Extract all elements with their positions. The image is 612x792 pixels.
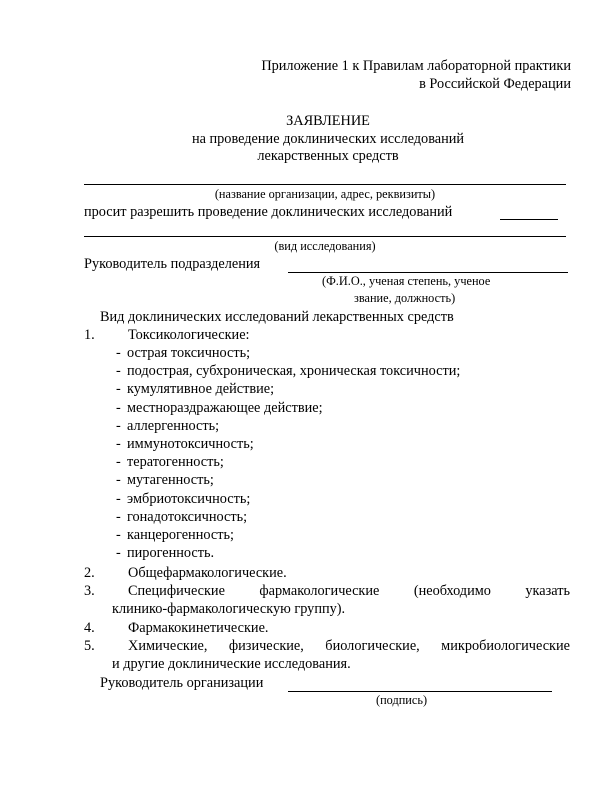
request-field-line[interactable]	[500, 219, 558, 220]
study-types-heading: Вид доклинических исследований лекарственных средств	[100, 309, 454, 325]
department-head-label: Руководитель подразделения	[84, 256, 261, 272]
document-subtitle-2: лекарственных средств	[257, 148, 399, 164]
organization-field-line[interactable]	[84, 184, 566, 185]
toxicology-list-item: аллергенность;	[127, 418, 220, 434]
list-dash: -	[116, 418, 121, 434]
toxicology-list-item: кумулятивное действие;	[127, 381, 275, 397]
signature-hint: (подпись)	[376, 693, 428, 707]
item-specific-pharmacology-line-2: клинико-фармакологическую группу).	[112, 601, 346, 617]
list-dash: -	[116, 545, 121, 561]
list-dash: -	[116, 381, 121, 397]
document-subtitle-1: на проведение доклинических исследований	[191, 131, 465, 147]
toxicology-list-item: эмбриотоксичность;	[127, 491, 251, 507]
toxicology-list-item: острая токсичность;	[127, 345, 251, 361]
toxicology-list-item: тератогенность;	[127, 454, 224, 470]
toxicology-list-item: мутагенность;	[127, 472, 214, 488]
item-number-4: 4.	[84, 620, 95, 636]
list-dash: -	[116, 509, 121, 525]
item-number-1: 1.	[84, 327, 95, 343]
toxicology-list-item: иммунотоксичность;	[127, 436, 254, 452]
document-title: ЗАЯВЛЕНИЕ	[286, 113, 370, 129]
department-head-hint-1: (Ф.И.О., ученая степень, ученое	[322, 274, 491, 288]
department-head-hint-2: звание, должность)	[354, 291, 456, 305]
toxicology-list-item: подострая, субхроническая, хроническая токсичности;	[127, 363, 461, 379]
list-dash: -	[116, 363, 121, 379]
item-chemical-line-1: Химические, физические, биологические, микробиологические	[128, 638, 570, 654]
item-number-3: 3.	[84, 583, 95, 599]
list-dash: -	[116, 400, 121, 416]
item-number-2: 2.	[84, 565, 95, 581]
signature-field-line[interactable]	[288, 691, 552, 692]
item-chemical-line-2: и другие доклинические исследования.	[112, 656, 351, 672]
item-general-pharmacology: Общефармакологические.	[128, 565, 287, 581]
organization-hint: (название организации, адрес, реквизиты)	[214, 187, 436, 201]
list-dash: -	[116, 491, 121, 507]
toxicology-list-item: пирогенность.	[127, 545, 215, 561]
list-dash: -	[116, 436, 121, 452]
toxicology-list-item: канцерогенность;	[127, 527, 234, 543]
study-type-hint: (вид исследования)	[274, 239, 376, 253]
department-head-field-line[interactable]	[288, 272, 568, 273]
toxicology-list-item: гонадотоксичность;	[127, 509, 248, 525]
appendix-line-2: в Российской Федерации	[419, 76, 571, 92]
list-dash: -	[116, 454, 121, 470]
item-number-5: 5.	[84, 638, 95, 654]
item-toxicological: Токсикологические:	[128, 327, 250, 343]
item-specific-pharmacology-line-1: Специфические фармакологические (необходимо указать	[128, 583, 570, 599]
study-type-field-line[interactable]	[84, 236, 566, 237]
item-pharmacokinetics: Фармакокинетические.	[128, 620, 269, 636]
list-dash: -	[116, 527, 121, 543]
toxicology-list-item: местнораздражающее действие;	[127, 400, 323, 416]
list-dash: -	[116, 472, 121, 488]
appendix-line-1: Приложение 1 к Правилам лабораторной практики	[261, 58, 571, 74]
request-text: просит разрешить проведение доклинических исследований	[84, 204, 453, 220]
list-dash: -	[116, 345, 121, 361]
organization-head-label: Руководитель организации	[100, 675, 264, 691]
